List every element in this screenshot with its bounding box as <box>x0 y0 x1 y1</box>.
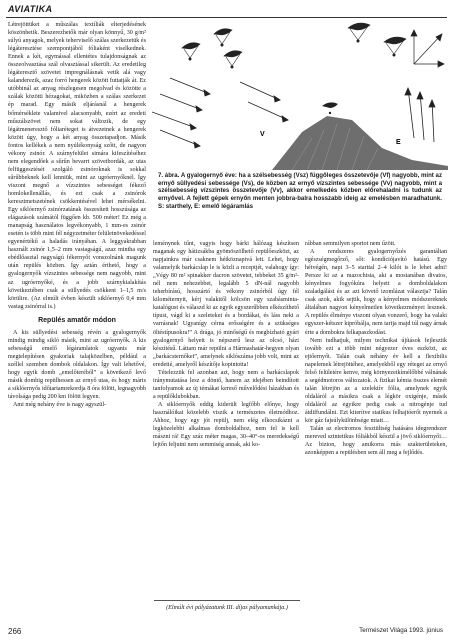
velocity-vectors <box>411 30 444 67</box>
paragraph: Tételezzük fel azonban azt, hogy nem a barkácslapok iránymutatása lesz a döntő, hanem az idejében beindított tanfolyamok az új témákat kereső művelődési házakban és a repülőklubokban. <box>153 369 299 400</box>
parachute-icon <box>182 43 200 61</box>
footnote-rule <box>154 600 300 601</box>
parachute-icon <box>384 37 406 56</box>
hill-slope <box>272 116 448 170</box>
section-header: AVIATIKA <box>8 4 53 14</box>
thermal-arrows <box>405 88 435 142</box>
footnote: (Elmúlt évi pályázatunk III. díjas pályamunkája.) <box>166 604 288 611</box>
header-rule <box>6 17 447 18</box>
paragraph: Ami még nehány éve is nagy agyszül- <box>13 402 107 409</box>
glider-icon <box>322 102 338 114</box>
section-title: Repülés amatőr módon <box>38 316 116 324</box>
parachute-icon <box>224 51 242 69</box>
paraglider-diagram <box>152 20 448 170</box>
article-column-1 <box>8 21 146 409</box>
paragraph: Létrejöttüket a műszálas textíliák elterjedésének köszönhetik. Beszerezhetők már olyan könnyű, 30 g/m² súlyú anyagok, melyek teherviselő szálas szerkezetük és légáteresztése szempontjából fóliaként viselkednek. Ennek a két, egymással ellentétes tulajdonságnak az összeolvasztása szál olvasztással sikerült. Az eredetileg légáteresztő szövetet impregnálásnak vetik alá vagy kalanderezik, azaz forró hengerek között futtatják át. Ez utóbbinál az anyag részlegesen megolvad és közötte a szálak közötti hézagokat, miközben a szálas szerkezet ép marad. Egy másik eljárásnál a hengerek bőmérséklete valamivel alacsonyabb, ezért az eredeti műszálszövet nem sokat változik, de egy légátmeneresztő fóliaréteget is átvezetnek a hengerek között úgy, hogy a két anyag összetapadjon. Másik fontos kellékek a nem nyúlékonyság szőtt, de nagyon vékony zsinór. A szárnyfelület simára kifeszítéséhez nem elegendőek a sűrűn bevarrt szövetbordák, az utas felfüggesztését szolgáló zsinóroknak is sokkal sűrűbbeknek kell lenniük, mint az ugróernyőknél. Így viszont megnő a vízszintes sebességet fékező homlokellenállás, és ezt csak a zsinórok keresztmetszetének csökkentésével lehet mérsékelni. Egy siklóernyő zsinórzatának összesített hosszúsága az elágazások számától függően kb. 500 méter! Ez még a manapság használatos legvékonyabb, 1 mm-es zsinór esetén is több mint fél négyzetméter felületnövekedéssel egyenértékű a haladás irányában. A leggyakrabban használt zsinór 1,5–2 mm vastagságú, azaz mintha egy ebédlőasztal nagyságú fékernyőt vonszolnánk magunk után repülés közben. Így aztán érthető, hogy a gyalogernyők vízszintes sebessége nem nagyobb, mint az ugróernyőké, és a jobb szárnykialakítás következtében csak a süllyedés csökkent 1–1,5 m/s körülire. (Az elmúlt évben készült siklóernyő 0,4 mm vastag zsinórral is.) <box>8 22 146 310</box>
wind-arrows <box>152 78 288 148</box>
page-number: 266 <box>8 627 22 636</box>
parachute-icon <box>214 29 232 47</box>
label-e: E <box>396 139 401 146</box>
paragraph: leménynek tűnt, vagyis hogy bárki hálózag készítsen maganak egy hátizsákba gyömöszölhető repülőeszközt, az napjainkra már csaknem hétköznapivá lett. Lehet, hogy valamelyik barkácslap le is közli a receptjét, valahogy így: „Végy 80 m² spinakker dacron szövetet, tebbeket 35 g/m²-nél nem nehezebbet, legalább 5 dN-nál nagyobb teherbírású, hosszártó és vékony zsinórból úgy fél kilométernyit, kérj valakitől kölcsön egy szabásminta-katalógust és válaszd ki az egyik egyszerűbben elkészíthető típust, vágd ki a szeleteket és a bordákat, és láss neki a varrásnak! Ugyanígy cérna erősségére és a szükséges öltéstípusokra!” A drága, jó minőségű és megbízható gyári gyalogernyő helyett is népszerű lesz az olcsó, házi készítésű. Láttam már repülni a Hármashatár-hegyen olyan „barkácsternőket”, amelynek siklószáma jobb volt, mint az eredetié, amelyről készítője kopintotta! <box>153 241 299 368</box>
paragraph: Talán az electromos fesztültség hatására idegrendszer mereved szintetikus fóliákból készül a jövő siklóernyői… Az bizton, hogy amikorra más szakterületeken, azonképpen a repülésben sem áll meg a fejlődés. <box>305 426 447 457</box>
paragraph: A rendszeres gyalogernyőzés garantáltan egészségmegőrző, sőt: kondíciójavító hatású. Egy hétvégén, napi 3–5 starttal 2–4 kilót is le lehet adni! Persze ki az a mazochista, aki a mostanában divatos, kényelmes fogyókúra helyett a domboldalakon szaladgálást és az azt követő izomlázat választja? Talán csak azok, akik sejtik, hogy a kényelmes módszereknek általában nagyon kényelmetlen következményei lesznek. A repülés élménye viszont olyan vonzerő, hogy ha valaki egyszer-kétszer kipróbálja, nem tartja majd túl nagy árnak érte a dombokra felkapaszkodást. <box>305 249 447 336</box>
article-column-3 <box>305 240 447 457</box>
article-column-2 <box>153 240 299 449</box>
parachute-icon <box>348 23 370 42</box>
journal-footer: Természet Világa 1993. június <box>359 627 443 634</box>
paragraph: A siklóernyők eddig kiderült legfőbb előnye, hogy használóikat közelebb viszik a természetes életmódhoz. Ahhoz, hogy egy jót repülj, nem elég elkocsikázni a legközelebbi alkalmas domboldalhoz, nem fel is kell mászni rá! Egy száz méter magas, 30–40°-os meredekségű lejtőn feljutni nem semmiség annak, aki ko- <box>153 401 299 449</box>
paragraph: Nem tudhatjuk, milyen technikai újítások fejlesztik tovább ezt a több mint négyezer éves eszközt, az ejtőernyőt. Talán csak néhány év kell a flexibilis napelemek létrejöttéhez, amelyekből egy réteget az ernyő felső felületére kenve, még környezetkímélőbbé válnának a segédmotoros változatok. A fizikai kémia összes elemét talán létrejön az a szelektív fólia, amelynek egyik oldaláról a másikra csak a légkör oxigénje, másik oldaláról az egyikre pedig csak a nitrogénje tud átdiffundálni. Ezt kiterítve statikus felhajtóerőt nyernek a kör gáz fajsúlykülönbsége miatt… <box>305 337 447 425</box>
label-v: V <box>260 131 265 138</box>
figure-caption: 7. ábra. A gyalogernyő éve: ha a szélsebesség (Vsz) függőleges összetevője (Vf) nagyobb, mint az ernyő süllyedési sebessége (Vs), de közben az ernyő vízszintes sebessége (Vv) nagyobb, mint a szélsebesség vízszintes összetevője (Vv), akkor emelkedés közben előrehaladni is tudunk az ernyővel. A fejlett gépek ernyőn menten jobbra-balra hosszabb ideig az emelésben maradhatunk. S: starthely, E: emelő légáramlás <box>158 172 442 210</box>
paragraph: rábban semmilyen sportot nem űzött. <box>305 241 396 247</box>
paragraph: A kis süllyedési sebesség révén a gyalogernyők mindig mindig sikló másik, mint az ugróernyők. A kis sebességű emelő légáramlatok ugyanis már megtelepítésen gyakoriak talajközelben, például a széllel szemben dombok oldalakon. Így valt lehetővé, hogy egyik domb „emelőteréből” a következő levő másik dombig repülhessen az ernyő utas, és hogy máris a siklóernyős időtartamrekordja 8 óra fölött, legnagyobb távolsága pedig 200 km fölött legyen. <box>8 329 146 401</box>
